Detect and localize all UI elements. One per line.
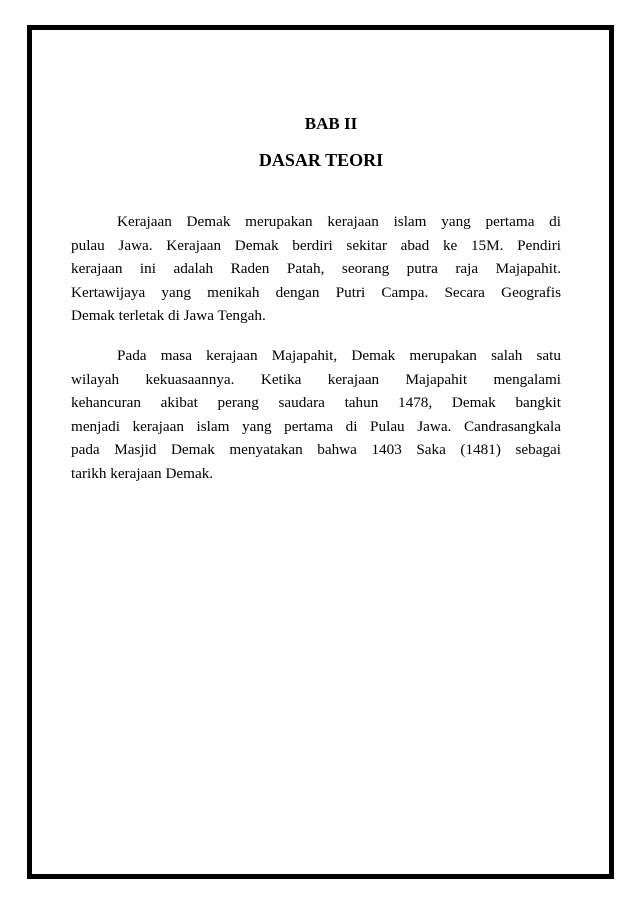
paragraph-line: pada Masjid Demak menyatakan bahwa 1403 Saka (1481) sebagai [71, 441, 561, 459]
paragraph-line: kehancuran akibat perang saudara tahun 1478, Demak bangkit [71, 394, 561, 412]
paragraph-line: pulau Jawa. Kerajaan Demak berdiri sekitar abad ke 15M. Pendiri [71, 236, 561, 254]
paragraph-line: Demak terletak di Jawa Tengah. [71, 307, 266, 325]
chapter-heading: BAB II [304, 114, 358, 133]
paragraph-line: kerajaan ini adalah Raden Patah, seorang putra raja Majapahit. [71, 260, 561, 278]
paragraph-2 [71, 344, 561, 486]
chapter-title: DASAR TEORI [258, 150, 384, 170]
paragraph-line: menjadi kerajaan islam yang pertama di Pulau Jawa. Candrasangkala [71, 417, 561, 435]
paragraph-line: Kertawijaya yang menikah dengan Putri Campa. Secara Geografis [71, 283, 561, 301]
paragraph-line: wilayah kekuasaannya. Ketika kerajaan Majapahit mengalami [71, 370, 561, 388]
paragraph-1 [71, 210, 561, 328]
paragraph-line: Pada masa kerajaan Majapahit, Demak merupakan salah satu [117, 347, 561, 364]
paragraph-line: Kerajaan Demak merupakan kerajaan islam yang pertama di [117, 213, 561, 230]
paragraph-line: tarikh kerajaan Demak. [71, 464, 214, 482]
